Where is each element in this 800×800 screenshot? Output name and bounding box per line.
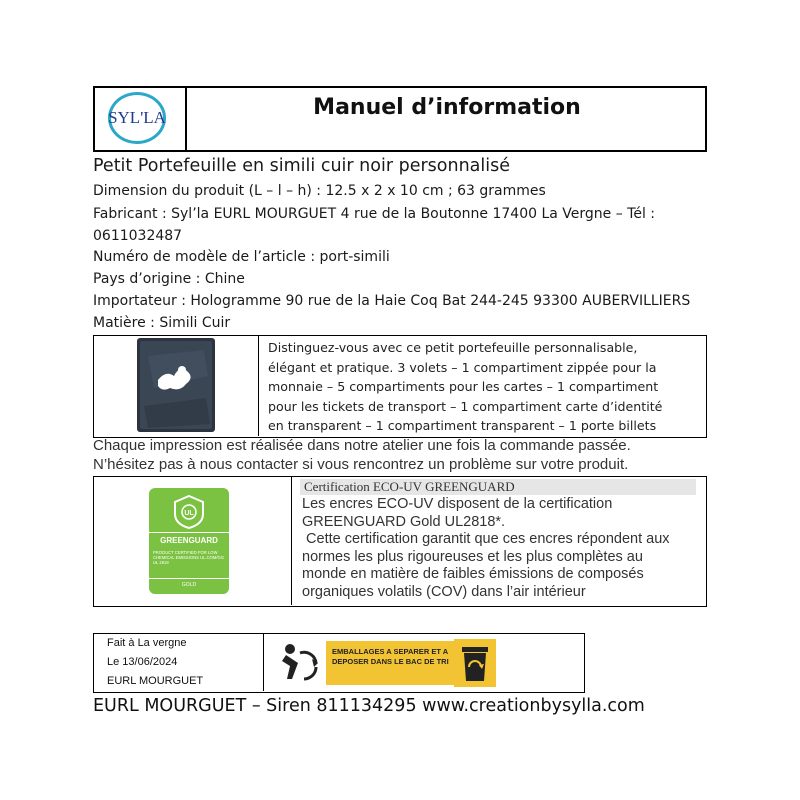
certification-text xyxy=(302,496,702,601)
dimension-value: : 12.5 x 2 x 10 cm ; 63 grammes xyxy=(311,183,546,199)
made-in-text: Fait à La vergne xyxy=(107,637,187,649)
note-line-2: N’hésitez pas à nous contacter si vous rencontrez un problème sur votre produit. xyxy=(93,456,629,473)
company-footer-line: EURL MOURGUET – Siren 811134295 www.creationbysylla.com xyxy=(93,696,645,716)
greenguard-badge xyxy=(149,488,229,594)
description-text xyxy=(268,338,698,436)
importer-label: Importateur xyxy=(93,293,177,309)
description-line: monnaie – 5 compartiments pour les cartes – 1 compartiment xyxy=(268,379,659,395)
certification-line: Les encres ECO-UV disposent de la certification xyxy=(302,496,613,512)
description-line: Distinguez-vous avec ce petit portefeuille personnalisable, xyxy=(268,340,638,355)
company-text: EURL MOURGUET xyxy=(107,675,204,687)
logo-text: SYL'LA xyxy=(108,108,166,127)
certification-heading: Certification ECO-UV GREENGUARD xyxy=(300,479,696,495)
importer-value: : Hologramme 90 rue de la Haie Coq Bat 244-245 93300 AUBERVILLIERS xyxy=(176,293,691,309)
dimension-row xyxy=(93,183,546,199)
brand-logo xyxy=(108,92,166,144)
certification-line: GREENGUARD Gold UL2818*. xyxy=(302,513,506,530)
ul-shield-icon xyxy=(173,494,205,530)
certification-line: monde en matière de faibles émissions de composés xyxy=(302,566,644,582)
material-row xyxy=(93,315,230,331)
product-title: Petit Portefeuille en simili cuir noir personnalisé xyxy=(93,156,510,176)
origin-value: : Chine xyxy=(191,271,245,287)
badge-divider xyxy=(149,532,229,533)
importer-row xyxy=(93,293,690,309)
certification-image-cell xyxy=(94,477,292,605)
recycle-bin-icon xyxy=(454,639,496,687)
description-box xyxy=(93,335,707,438)
origin-row xyxy=(93,271,245,287)
footer-info-cell xyxy=(94,634,264,691)
svg-text:UL: UL xyxy=(184,510,194,517)
fabricant-phone: 0611032487 xyxy=(93,228,183,244)
material-value: : Simili Cuir xyxy=(145,315,231,331)
description-line: élégant et pratique. 3 volets – 1 compartiment zippée pour la xyxy=(268,359,657,375)
recycle-text: EMBALLAGES A SEPARER ET A DEPOSER DANS LE BAC DE TRI xyxy=(332,647,449,666)
certification-line: Cette certification garantit que ces encres répondent aux xyxy=(302,531,670,547)
fabricant-label: Fabricant : xyxy=(93,206,167,222)
product-image-cell xyxy=(94,336,259,436)
certification-line: normes les plus rigoureuses et les plus complètes au xyxy=(302,548,643,565)
model-row xyxy=(93,249,390,265)
date-text: Le 13/06/2024 xyxy=(107,656,178,668)
header-box xyxy=(93,86,707,152)
material-label: Matière xyxy=(93,315,146,331)
origin-label: Pays d’origine xyxy=(93,271,192,287)
badge-small-text: PRODUCT CERTIFIED FOR LOW CHEMICAL EMISSIONS UL.COM/GG UL 2818 xyxy=(153,550,225,565)
note-line-1: Chaque impression est réalisée dans notre atelier une fois la commande passée. xyxy=(93,437,631,454)
certification-line: organiques volatils (COV) dans l’air intérieur xyxy=(302,583,586,600)
recycle-banner xyxy=(326,641,454,685)
logo-cell xyxy=(95,88,187,150)
fabricant-row xyxy=(93,206,655,222)
certification-box xyxy=(93,476,707,607)
triman-icon xyxy=(276,639,322,685)
model-label: Numéro de modèle de l’article xyxy=(93,249,306,265)
fabricant-value: Syl’la EURL MOURGUET 4 rue de la Boutonne 17400 La Vergne – Tél : xyxy=(166,206,656,222)
dimension-label: Dimension du produit (L – l – h) xyxy=(93,183,312,199)
badge-brand: GREENGUARD xyxy=(160,536,218,545)
badge-divider-2 xyxy=(149,578,229,579)
footer-box xyxy=(93,633,585,693)
badge-level: GOLD xyxy=(181,582,197,588)
page-title: Manuel d’information xyxy=(313,95,581,120)
description-line: en transparent – 1 compartiment transparent – 1 porte billets xyxy=(268,418,657,434)
recycling-logo xyxy=(276,637,516,689)
description-line: pour les tickets de transport – 1 compartiment carte d’identité xyxy=(268,398,663,414)
model-value: : port-simili xyxy=(305,249,390,265)
wallet-image xyxy=(134,336,220,436)
